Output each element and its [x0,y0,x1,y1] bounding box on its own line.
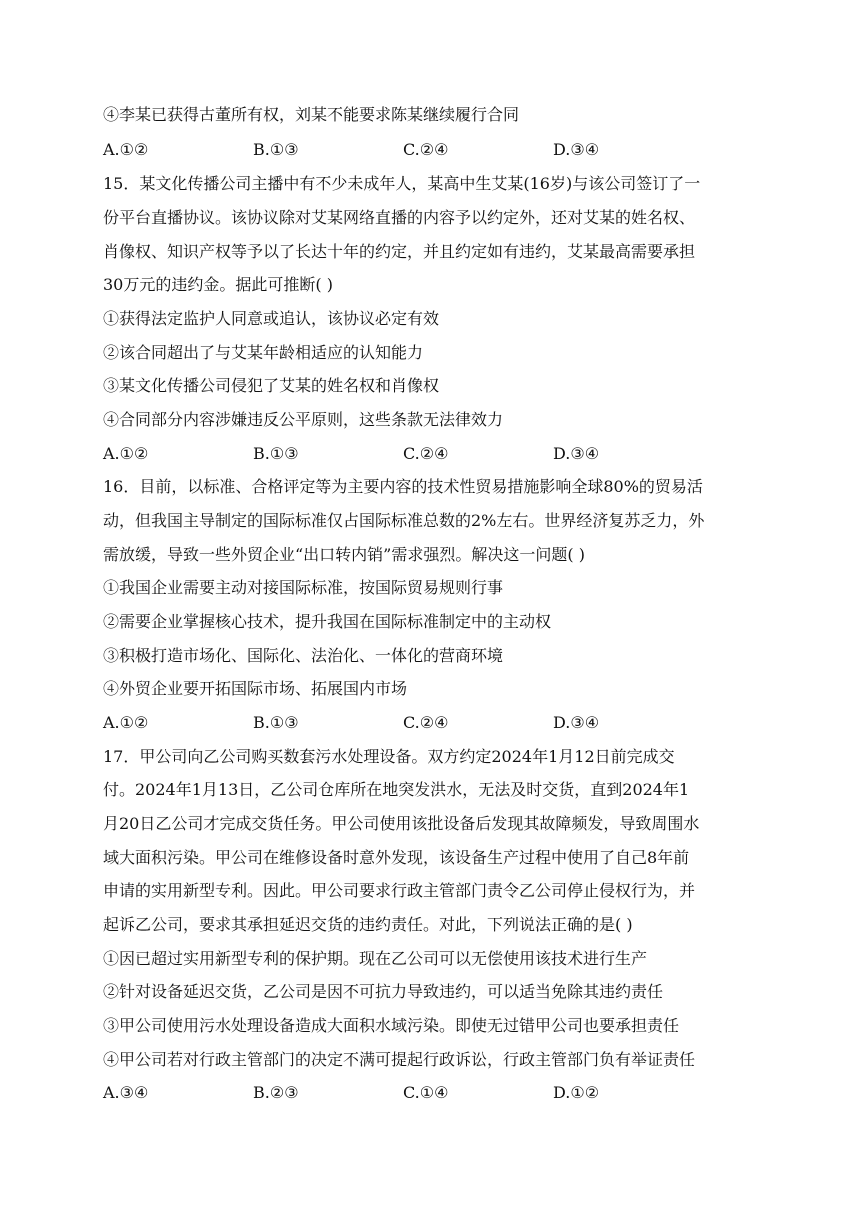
q16-option-3: ③积极打造市场化、国际化、法治化、一体化的营商环境 [103,646,504,665]
q15-stem-line-4: 30万元的违约金。据此可推断( ) [103,275,333,294]
q15-choice-c[interactable]: C.②④ [403,444,449,463]
q14-choice-b[interactable]: B.①③ [253,140,299,159]
q16-option-4: ④外贸企业要开拓国际市场、拓展国内市场 [103,679,408,698]
q16-option-2: ②需要企业掌握核心技术，提升我国在国际标准制定中的主动权 [103,612,552,631]
q17-choice-d[interactable]: D.①② [553,1083,600,1102]
q15-option-2: ②该合同超出了与艾某年龄相适应的认知能力 [103,343,424,362]
q17-option-1: ①因已超过实用新型专利的保护期。现在乙公司可以无偿使用该技术进行生产 [103,949,648,968]
q17-option-2: ②针对设备延迟交货，乙公司是因不可抗力导致违约，可以适当免除其违约责任 [103,982,664,1001]
q14-choices [103,140,763,160]
q17-stem-line-1: 17．甲公司向乙公司购买数套污水处理设备。双方约定2024年1月12日前完成交 [103,747,675,766]
q15-option-1: ①获得法定监护人同意或追认，该协议必定有效 [103,309,440,328]
q15-option-3: ③某文化传播公司侵犯了艾某的姓名权和肖像权 [103,376,440,395]
q16-choice-a[interactable]: A.①② [103,713,149,732]
q15-choice-a[interactable]: A.①② [103,444,149,463]
q16-stem-line-3: 需放缓，导致一些外贸企业“出口转内销”需求强烈。解决这一问题( ) [103,545,585,564]
q16-choice-d[interactable]: D.③④ [553,713,600,732]
q15-stem-line-1: 15．某文化传播公司主播中有不少未成年人，某高中生艾某(16岁)与该公司签订了一 [103,174,701,193]
q14-choice-d[interactable]: D.③④ [553,140,600,159]
q17-choice-a[interactable]: A.③④ [103,1083,149,1102]
q14-option-4: ④李某已获得古董所有权，刘某不能要求陈某继续履行合同 [103,105,520,124]
q16-choice-c[interactable]: C.②④ [403,713,449,732]
q17-choice-c[interactable]: C.①④ [403,1083,449,1102]
q16-option-1: ①我国企业需要主动对接国际标准，按国际贸易规则行事 [103,578,504,597]
q17-option-4: ④甲公司若对行政主管部门的决定不满可提起行政诉讼，行政主管部门负有举证责任 [103,1050,696,1069]
q16-stem-line-1: 16．目前，以标准、合格评定等为主要内容的技术性贸易措施影响全球80%的贸易活 [103,477,703,496]
q17-stem-line-6: 起诉乙公司，要求其承担延迟交货的违约责任。对此，下列说法正确的是( ) [103,915,633,934]
q15-stem-line-3: 肖像权、知识产权等予以了长达十年的约定，并且约定如有违约，艾某最高需要承担 [103,242,696,261]
q17-choices [103,1083,763,1103]
q16-choices [103,713,763,733]
q17-stem-line-4: 域大面积污染。甲公司在维修设备时意外发现，该设备生产过程中使用了自己8年前 [103,848,690,867]
q17-stem-line-3: 月20日乙公司才完成交货任务。甲公司使用该批设备后发现其故障频发，导致周围水 [103,814,700,833]
q15-choice-d[interactable]: D.③④ [553,444,600,463]
q17-choice-b[interactable]: B.②③ [253,1083,299,1102]
q17-option-3: ③甲公司使用污水处理设备造成大面积水域污染。即使无过错甲公司也要承担责任 [103,1016,680,1035]
q15-choice-b[interactable]: B.①③ [253,444,299,463]
q17-stem-line-2: 付。2024年1月13日，乙公司仓库所在地突发洪水，无法及时交货，直到2024年1 [103,780,690,799]
q16-stem-line-2: 动，但我国主导制定的国际标准仅占国际标准总数的2%左右。世界经济复苏乏力，外 [103,511,705,530]
q14-choice-a[interactable]: A.①② [103,140,149,159]
q15-stem-line-2: 份平台直播协议。该协议除对艾某网络直播的内容予以约定外，还对艾某的姓名权、 [103,208,696,227]
q15-option-4: ④合同部分内容涉嫌违反公平原则，这些条款无法律效力 [103,410,504,429]
q16-choice-b[interactable]: B.①③ [253,713,299,732]
q15-choices [103,444,763,464]
q14-choice-c[interactable]: C.②④ [403,140,449,159]
q17-stem-line-5: 申请的实用新型专利。因此。甲公司要求行政主管部门责令乙公司停止侵权行为，并 [103,881,696,900]
